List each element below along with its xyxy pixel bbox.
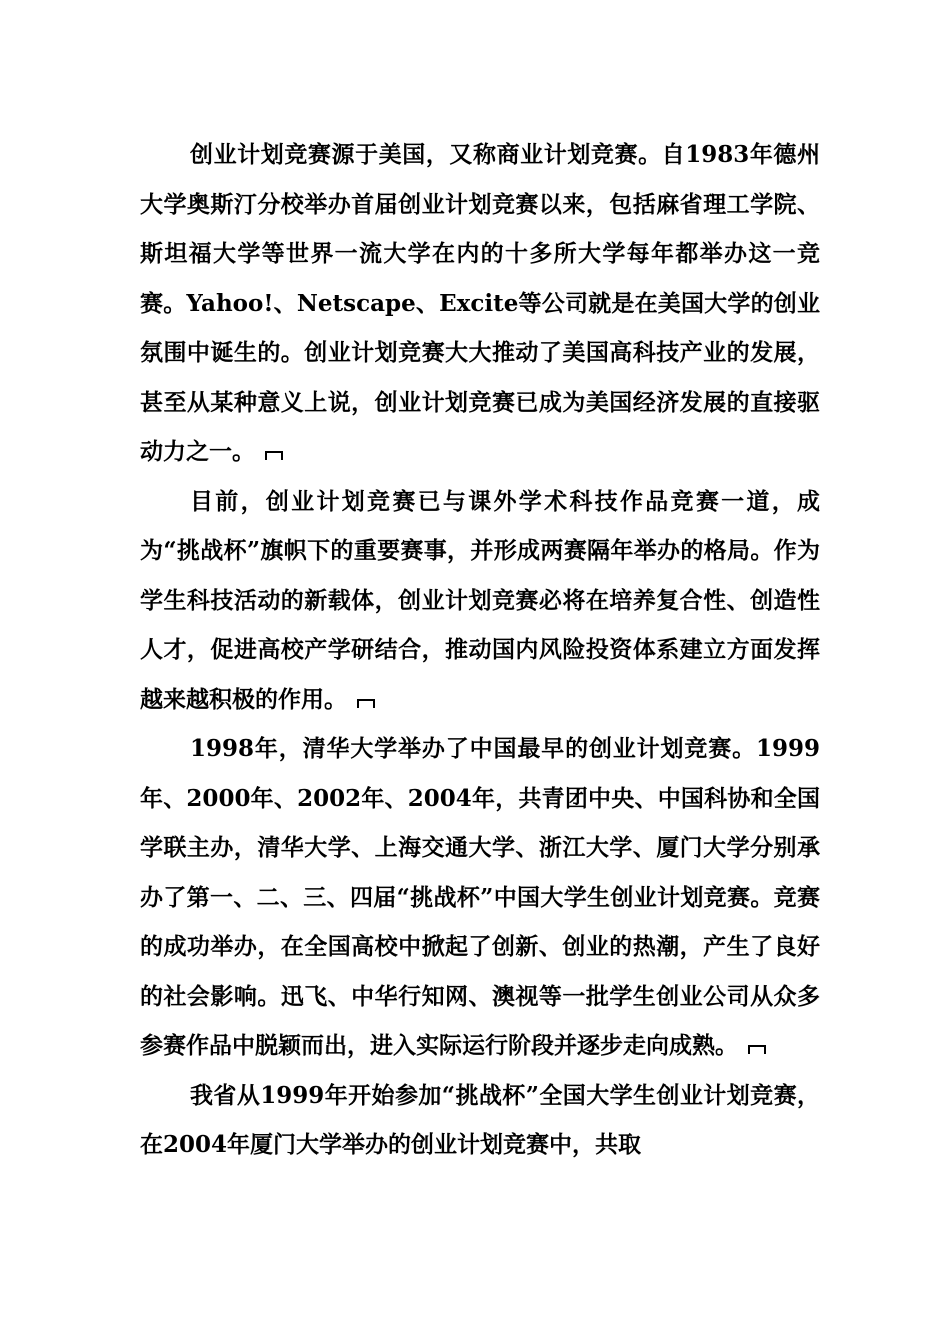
paragraph-3-text: 1998年，清华大学举办了中国最早的创业计划竞赛。1999年、2000年、2002年、2004年，共青团中央、中国科协和全国学联主办，清华大学、上海交通大学、浙江大学、厦门大学分别承办了第一、二、三、四届“挑战杯”中国大学生创业计划竞赛。竞赛的成功举办，在全国高校中掀起了创新、创业的热潮，产生了良好的社会影响。迅飞、中华行知网、澳视等一批学生创业公司从众多参赛作品中脱颖而出，进入实际运行阶段并逐步走向成熟。 xyxy=(140,735,820,1059)
paragraph-1-text: 创业计划竞赛源于美国，又称商业计划竞赛。自1983年德州大学奥斯汀分校举办首届创业计划竞赛以来，包括麻省理工学院、斯坦福大学等世界一流大学在内的十多所大学每年都举办这一竞赛。Yahoo!、Netscape、Excite等公司就是在美国大学的创业氛围中诞生的。创业计划竞赛大大推动了美国高科技产业的发展，甚至从某种意义上说，创业计划竞赛已成为美国经济发展的直接驱动力之一。 xyxy=(140,141,820,465)
paragraph-2-text: 目前，创业计划竞赛已与课外学术科技作品竞赛一道，成为“挑战杯”旗帜下的重要赛事，并形成两赛隔年举办的格局。作为学生科技活动的新载体，创业计划竞赛必将在培养复合性、创造性人才，促进高校产学研结合，推动国内风险投资体系建立方面发挥越来越积极的作用。 xyxy=(140,487,820,713)
paragraph-3 xyxy=(140,724,820,1071)
document-page xyxy=(140,130,820,1170)
paragraph-mark-icon xyxy=(357,699,377,709)
paragraph-mark-icon xyxy=(748,1045,768,1055)
paragraph-mark-icon xyxy=(265,451,285,461)
paragraph-2 xyxy=(140,477,820,725)
paragraph-1 xyxy=(140,130,820,477)
paragraph-4-text: 我省从1999年开始参加“挑战杯”全国大学生创业计划竞赛，在2004年厦门大学举办的创业计划竞赛中，共取 xyxy=(140,1081,820,1158)
paragraph-4 xyxy=(140,1071,820,1170)
